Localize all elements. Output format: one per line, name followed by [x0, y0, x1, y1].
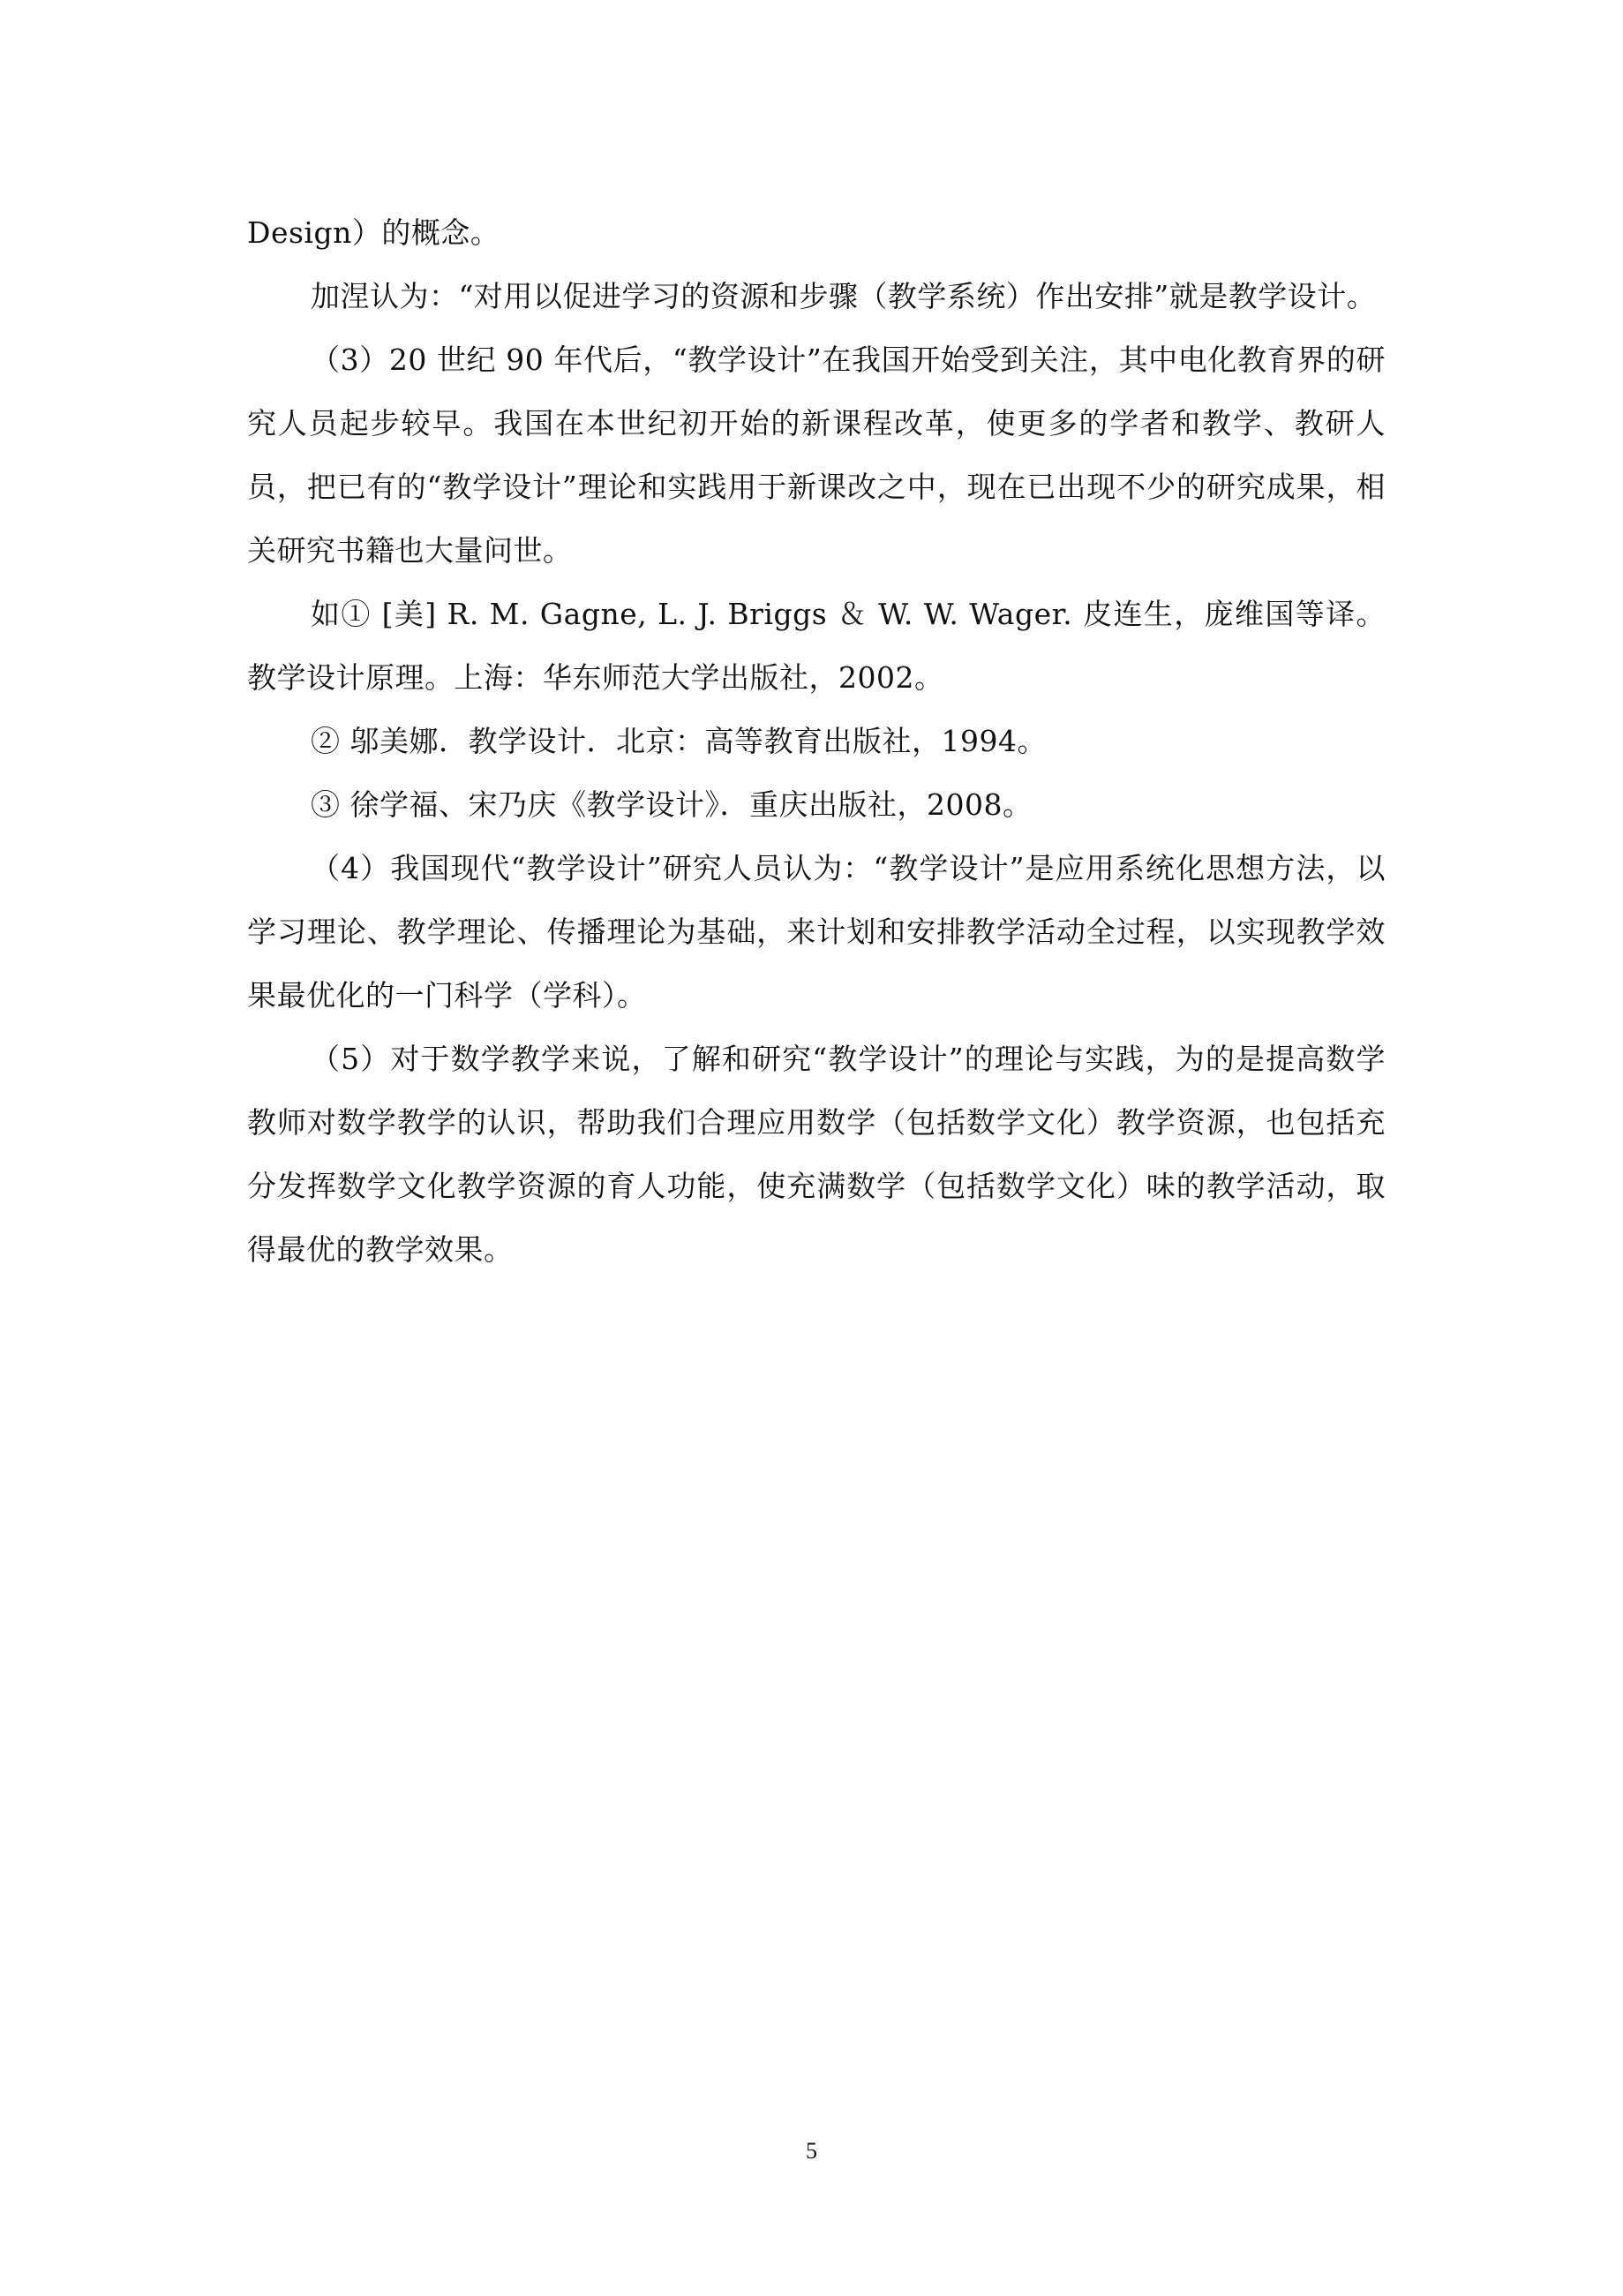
paragraph-reference-2: ② 邬美娜．教学设计．北京：高等教育出版社，1994。 [311, 724, 1047, 758]
paragraph-reference-3: ③ 徐学福、宋乃庆《教学设计》．重庆出版社，2008。 [311, 787, 1033, 822]
paragraph-point-3: （3）20 世纪 90 年代后，“教学设计”在我国开始受到关注，其中电化教育界的研究人员起步较早。我国在本世纪初开始的新课程改革，使更多的学者和教学、教研人员，把已有的“教学设计”理论和实践用于新课改之中，现在已出现不少的研究成果，相关研究书籍也大量问世。 [247, 343, 1386, 568]
paragraph-reference-1: 如① [美] R. M. Gagne, L. J. Briggs ＆ W. W. Wager. 皮连生，庞维国等译。教学设计原理。上海：华东师范大学出版社，2002。 [247, 597, 1386, 695]
paragraph-design-concept: Design）的概念。 [247, 215, 500, 250]
paragraph-point-4: （4）我国现代“教学设计”研究人员认为：“教学设计”是应用系统化思想方法，以学习理论、教学理论、传播理论为基础，来计划和安排教学活动全过程，以实现教学效果最优化的一门科学（学科）。 [247, 851, 1386, 1012]
paragraph-point-5: （5）对于数学教学来说，了解和研究“教学设计”的理论与实践，为的是提高数学教师对数学教学的认识，帮助我们合理应用数学（包括数学文化）教学资源，也包括充分发挥数学文化教学资源的育人功能，使充满数学（包括数学文化）味的教学活动，取得最优的教学效果。 [247, 1042, 1386, 1267]
body-text [247, 201, 1386, 1282]
page-number: 5 [806, 2138, 817, 2164]
paragraph-gagne-definition: 加涅认为：“对用以促进学习的资源和步骤（教学系统）作出安排”就是教学设计。 [311, 279, 1377, 313]
